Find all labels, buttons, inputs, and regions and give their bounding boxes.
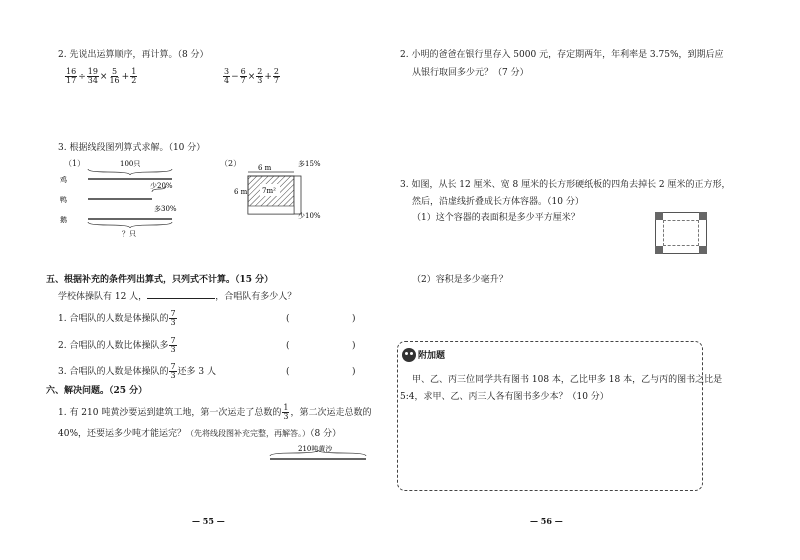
part-1-label: （1）	[64, 159, 86, 168]
s6-q1-line1: 1. 有 210 吨黄沙要运到建筑工地，第一次运走了总数的 $\frac{1}{3}$ ，第二次运走总数的	[58, 403, 372, 421]
more-15-label: 多15%	[298, 160, 321, 168]
answer-paren-1-left: (	[286, 314, 290, 324]
section-5-title: 五、根据补充的条件列出算式，只列式不计算。（15 分）	[46, 275, 274, 285]
right-q2-line1: 2. 小明的爸爸在银行里存入 5000 元，存定期两年，年利率是 3.75%，到期后应	[400, 50, 724, 60]
expression-1: $\frac{16}{17}$ ÷ $\frac{19}{34}$ × $\frac{5}{16}$ + $\frac{1}{2}$	[66, 67, 137, 85]
s5-item-3: 3. 合唱队的人数是体操队的 $\frac{7}{3}$ 还多 3 人	[58, 362, 216, 380]
segment-diagram-1	[60, 158, 200, 240]
q3-title: 3. 根据线段图列算式求解。（10 分）	[58, 143, 206, 153]
part-2-label: （2）	[220, 159, 242, 168]
six-m-side-label: 6 m	[234, 188, 248, 196]
six-m-top-label: 6 m	[258, 164, 272, 172]
area-7m2-label: 7m²	[262, 187, 276, 195]
fold-line-box	[663, 220, 699, 246]
answer-paren-2-left: (	[286, 341, 290, 351]
right-q2-line2: 从银行取回多少元？（7 分）	[412, 68, 529, 78]
label-100: 100只	[120, 160, 141, 168]
less-10-label: 少10%	[298, 212, 321, 220]
duck-label: 鸭	[60, 196, 67, 204]
expression-2: $\frac{3}{4}$ − $\frac{6}{7}$ × $\frac{2}{3}$ + $\frac{2}{7}$	[224, 67, 280, 85]
sand-label: 210吨黄沙	[298, 445, 333, 453]
corner-square-br	[699, 246, 707, 254]
square-diagram-2	[218, 158, 328, 228]
right-q3-part1: （1）这个容器的表面积是多少平方厘米？	[412, 213, 580, 223]
bonus-line1: 甲、乙、丙三位同学共有图书 108 本，乙比甲多 18 本，乙与丙的图书之比是	[412, 375, 723, 385]
page-number-56: — 56 —	[530, 516, 563, 526]
right-q3-line2: 然后，沿虚线折叠成长方体容器。（10 分）	[412, 197, 584, 207]
page-number-55: — 55 —	[192, 516, 225, 526]
bonus-line2: 5:4，求甲、乙、丙三人各有图书多少本？（10 分）	[400, 392, 609, 402]
answer-paren-2-right: )	[352, 341, 356, 351]
more-30-label: 多30%	[154, 205, 177, 213]
corner-square-tl	[655, 212, 663, 220]
bonus-mascot-icon	[402, 348, 416, 362]
s5-intro: 学校体操队有 12 人， ，合唱队有多少人？	[58, 292, 297, 302]
question-label: ？只	[122, 230, 136, 238]
s6-q1-line2: 40%，还要运多少吨才能运完？（先将线段图补充完整，再解答。）（8 分）	[58, 429, 342, 439]
bonus-title: 附加题	[418, 351, 446, 361]
answer-paren-3-left: (	[286, 367, 290, 377]
right-q3-line1: 3. 如图，从长 12 厘米、宽 8 厘米的长方形硬纸板的四角去掉长 2 厘米的正方形，	[400, 180, 731, 190]
bonus-box	[397, 341, 703, 491]
less-20-label: 少20%	[150, 182, 173, 190]
cardboard-figure	[655, 212, 707, 254]
section-6-title: 六、解决问题。（25 分）	[46, 386, 148, 396]
goose-label: 鹅	[60, 216, 67, 224]
right-q3-part2: （2）容积是多少毫升？	[412, 275, 508, 285]
corner-square-bl	[655, 246, 663, 254]
sand-segment-diagram	[268, 442, 368, 468]
answer-paren-1-right: )	[352, 314, 356, 324]
s5-item-2: 2. 合唱队的人数比体操队多 $\frac{7}{3}$	[58, 336, 176, 354]
chicken-label: 鸡	[60, 176, 67, 184]
s5-item-1: 1. 合唱队的人数是体操队的 $\frac{7}{3}$	[58, 309, 176, 327]
q2-title: 2. 先说出运算顺序，再计算。（8 分）	[58, 50, 209, 60]
answer-paren-3-right: )	[352, 367, 356, 377]
corner-square-tr	[699, 212, 707, 220]
